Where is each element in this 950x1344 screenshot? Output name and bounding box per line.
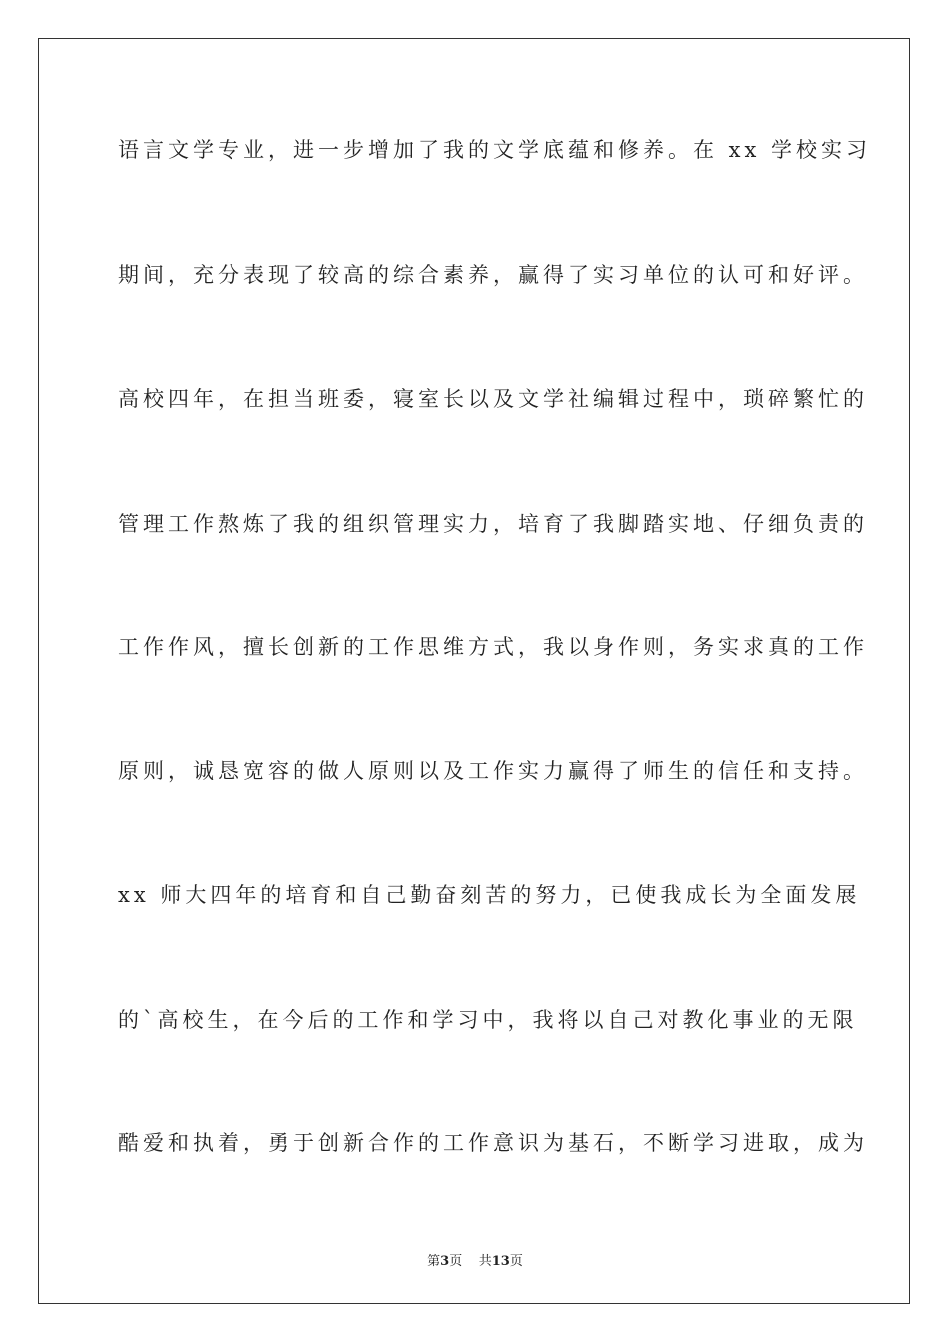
footer-total-pages: 13 (491, 1254, 510, 1269)
body-line-8: 的`高校生，在今后的工作和学习中，我将以自己对教化事业的无限 (118, 1008, 858, 1032)
body-line-6: 原则，诚恳宽容的做人原则以及工作实力赢得了师生的信任和支持。 (118, 759, 868, 783)
footer-total-suffix: 页 (509, 1254, 523, 1269)
footer-page-prefix: 第 (427, 1254, 441, 1269)
body-line-4: 管理工作熬炼了我的组织管理实力，培育了我脚踏实地、仔细负责的 (118, 512, 868, 536)
body-line-5: 工作作风，擅长创新的工作思维方式，我以身作则，务实求真的工作 (118, 635, 868, 659)
body-line-3: 高校四年，在担当班委，寝室长以及文学社编辑过程中，琐碎繁忙的 (118, 387, 868, 411)
page-border (38, 38, 910, 1304)
page-footer (0, 1250, 950, 1269)
body-line-1: 语言文学专业，进一步增加了我的文学底蕴和修养。在 xx 学校实习 (118, 138, 872, 162)
body-line-7: xx 师大四年的培育和自己勤奋刻苦的努力，已使我成长为全面发展 (118, 883, 861, 907)
footer-page-number: 3 (440, 1254, 450, 1269)
footer-total-prefix: 共 (478, 1254, 492, 1269)
body-line-9: 酷爱和执着，勇于创新合作的工作意识为基石，不断学习进取，成为 (118, 1131, 868, 1155)
body-line-2: 期间，充分表现了较高的综合素养，赢得了实习单位的认可和好评。 (118, 263, 868, 287)
footer-page-suffix: 页 (449, 1254, 463, 1269)
